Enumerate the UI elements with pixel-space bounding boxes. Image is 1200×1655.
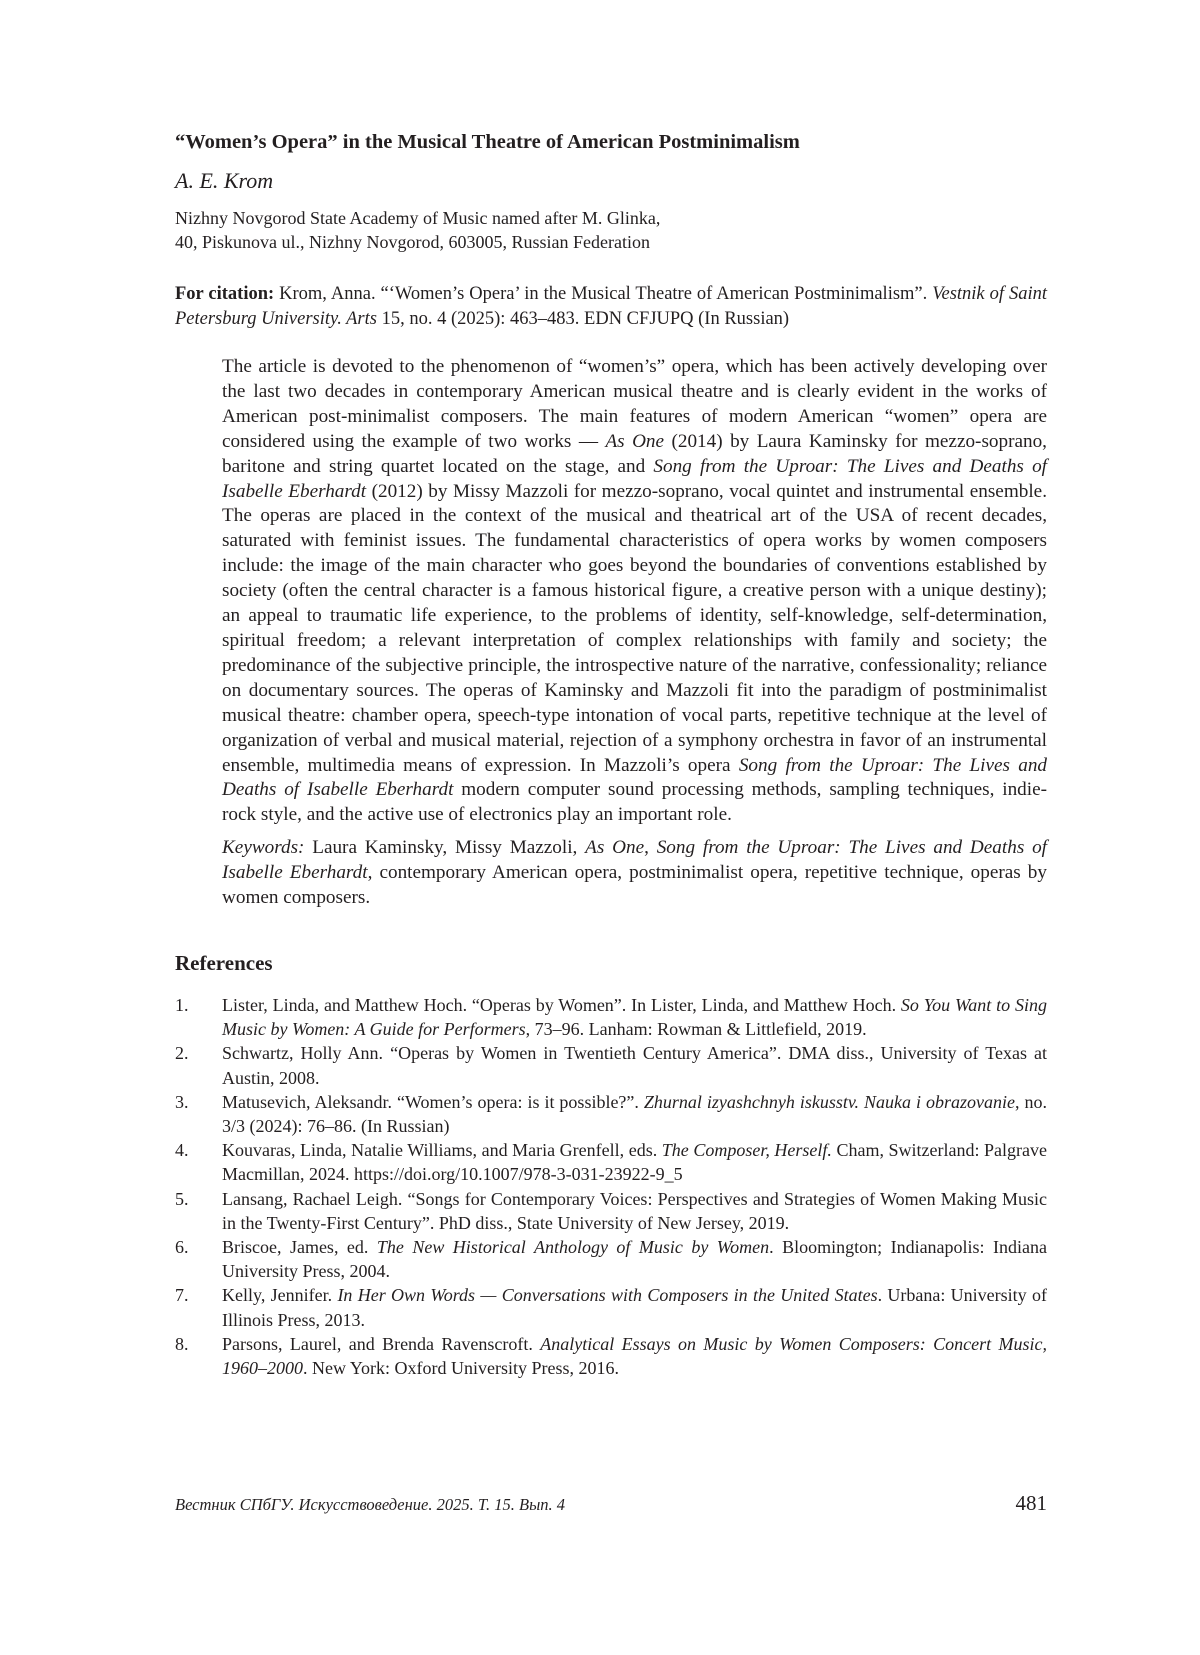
reference-number: 3. — [175, 1091, 189, 1112]
abstract-text-1: The article is devoted to the phenomenon of “women’s” opera, which has been actively developing over the last two decades in contemporary American musical theatre and is clearly evident in the works of American post-minimalist composers. The main features of modern American “women” opera are considered using the example of two works — — [222, 356, 1047, 452]
reference-text-end: Cham, Switzerland: Palgrave Macmillan, 2024. https://doi.org/10.1007/978-3-031-23922-9_5 — [222, 1140, 1048, 1185]
reference-title: The Composer, Herself. — [661, 1140, 832, 1161]
page-number: 481 — [1015, 1491, 1047, 1515]
footer-journal: Вестник СПбГУ. Искусствоведение. 2025. Т. 15. Вып. 4 — [175, 1495, 566, 1514]
reference-text-end: . Bloomington; Indianapolis: Indiana University Press, 2004. — [222, 1236, 1047, 1282]
article-title: “Women’s Opera” in the Musical Theatre of American Postminimalism — [175, 131, 800, 153]
affiliation-line-1: Nizhny Novgorod State Academy of Music named after M. Glinka, — [175, 208, 661, 228]
abstract-text-4: modern computer sound processing methods, sampling techniques, indie-rock style, and the active use of electronics play an important role. — [222, 779, 1047, 826]
reference-number: 2. — [175, 1043, 189, 1064]
citation-text-1: Krom, Anna. “‘Women’s Opera’ in the Musical Theatre of American Postminimalism”. — [274, 284, 933, 304]
reference-text-end: . Urbana: University of Illinois Press, 2013. — [222, 1285, 1047, 1330]
abstract-work-1: As One — [605, 430, 665, 452]
keywords-sep: , — [644, 837, 657, 859]
reference-text-end: , no. 3/3 (2024): 76–86. (In Russian) — [222, 1091, 1048, 1136]
reference-text: Kelly, Jennifer. — [222, 1285, 338, 1306]
keywords-text-1: Laura Kaminsky, Missy Mazzoli, — [304, 837, 586, 859]
reference-title: Analytical Essays on Music by Women Composers: Concert Music, 1960–2000 — [222, 1333, 1047, 1378]
keywords-text-2: , contemporary American opera, postminimalist opera, repetitive technique, operas by women composers. — [222, 862, 1047, 909]
article-page — [175, 128, 1047, 1380]
reference-text: Briscoe, James, ed. — [222, 1236, 377, 1257]
reference-text-end: , 73–96. Lanham: Rowman & Littlefield, 2019. — [525, 1019, 867, 1040]
reference-item — [175, 1235, 1047, 1283]
reference-number: 8. — [175, 1333, 189, 1354]
abstract-work-3: Song from the Uproar: The Lives and Deaths of Isabelle Eberhardt — [222, 754, 1048, 801]
reference-title: The New Historical Anthology of Music by Women — [376, 1236, 770, 1257]
affiliation — [175, 206, 1047, 254]
reference-title: In Her Own Words — Conversations with Composers in the United States — [337, 1285, 878, 1306]
reference-number: 6. — [175, 1236, 189, 1257]
affiliation-line-2: 40, Piskunova ul., Nizhny Novgorod, 603005, Russian Federation — [175, 232, 650, 252]
reference-item — [175, 993, 1047, 1041]
page-footer — [175, 1491, 1047, 1521]
abstract — [222, 355, 1047, 828]
abstract-block — [222, 355, 1047, 911]
reference-number: 5. — [175, 1188, 189, 1209]
keywords-label: Keywords: — [222, 837, 305, 859]
keywords-work-2: Song from the Uproar: The Lives and Deaths of Isabelle Eberhardt — [222, 837, 1048, 884]
reference-number: 7. — [175, 1285, 189, 1306]
reference-text: Kouvaras, Linda, Natalie Williams, and Maria Grenfell, eds. — [222, 1140, 662, 1161]
reference-item — [175, 1138, 1047, 1186]
reference-title: So You Want to Sing Music by Women: A Guide for Performers — [222, 994, 1048, 1040]
citation-text-2: 15, no. 4 (2025): 463–483. EDN CFJUPQ (In Russian) — [376, 309, 790, 329]
citation-journal: Vestnik of Saint Petersburg University. Arts — [175, 284, 1047, 329]
citation-block — [175, 282, 1047, 332]
reference-list — [175, 993, 1047, 1380]
keywords — [222, 836, 1047, 911]
reference-item — [175, 1187, 1047, 1235]
citation-label: For citation: — [175, 284, 275, 304]
reference-text: Lister, Linda, and Matthew Hoch. “Operas by Women”. In Lister, Linda, and Matthew Hoch. — [222, 994, 901, 1015]
reference-text: Parsons, Laurel, and Brenda Ravenscroft. — [222, 1333, 541, 1354]
reference-item — [175, 1090, 1047, 1138]
abstract-work-2: Song from the Uproar: The Lives and Deaths of Isabelle Eberhardt — [222, 455, 1048, 502]
reference-text: Schwartz, Holly Ann. “Operas by Women in Twentieth Century America”. DMA diss., University of Texas at Austin, 2008. — [222, 1043, 1047, 1088]
reference-number: 1. — [175, 994, 189, 1015]
abstract-text-3: (2012) by Missy Mazzoli for mezzo-soprano, vocal quintet and instrumental ensemble. The operas are placed in the context of the musical and theatrical art of the USA of recent decades, saturated with feminist issues. The fundamental characteristics of opera works by women composers include: the image of the main character who goes beyond the boundaries of conventions established by society (often the central character is a famous historical figure, a creative person with a unique destiny); an appeal to traumatic life experience, to the problems of identity, self-knowledge, self-determination, spiritual freedom; a relevant interpretation of complex relationships with family and society; the predominance of the subjective principle, the introspective nature of the narrative, confessionality; reliance on documentary sources. The operas of Kaminsky and Mazzoli fit into the paradigm of postminimalist musical theatre: chamber opera, speech-type intonation of vocal parts, repetitive technique at the level of organization of verbal and musical material, rejection of a symphony orchestra in favor of an instrumental ensemble, multimedia means of expression. In Mazzoli’s opera — [222, 480, 1047, 776]
reference-item — [175, 1283, 1047, 1331]
author-name: A. E. Krom — [175, 168, 274, 193]
reference-text: Lansang, Rachael Leigh. “Songs for Contemporary Voices: Perspectives and Strategies of Women Making Music in the Twenty-First Century”. PhD diss., State University of New Jersey, 2019. — [222, 1188, 1047, 1233]
reference-number: 4. — [175, 1140, 189, 1161]
reference-item — [175, 1332, 1047, 1380]
keywords-work-1: As One — [585, 837, 645, 859]
reference-item — [175, 1041, 1047, 1089]
reference-text-end: . New York: Oxford University Press, 2016. — [303, 1357, 619, 1378]
reference-text: Matusevich, Aleksandr. “Women’s opera: is it possible?”. — [222, 1091, 644, 1112]
references-heading: References — [175, 950, 273, 975]
reference-title: Zhurnal izyashchnyh iskusstv. Nauka i obrazovanie — [643, 1091, 1016, 1112]
abstract-text-2: (2014) by Laura Kaminsky for mezzo-soprano, baritone and string quartet located on the stage, and — [222, 430, 1047, 477]
